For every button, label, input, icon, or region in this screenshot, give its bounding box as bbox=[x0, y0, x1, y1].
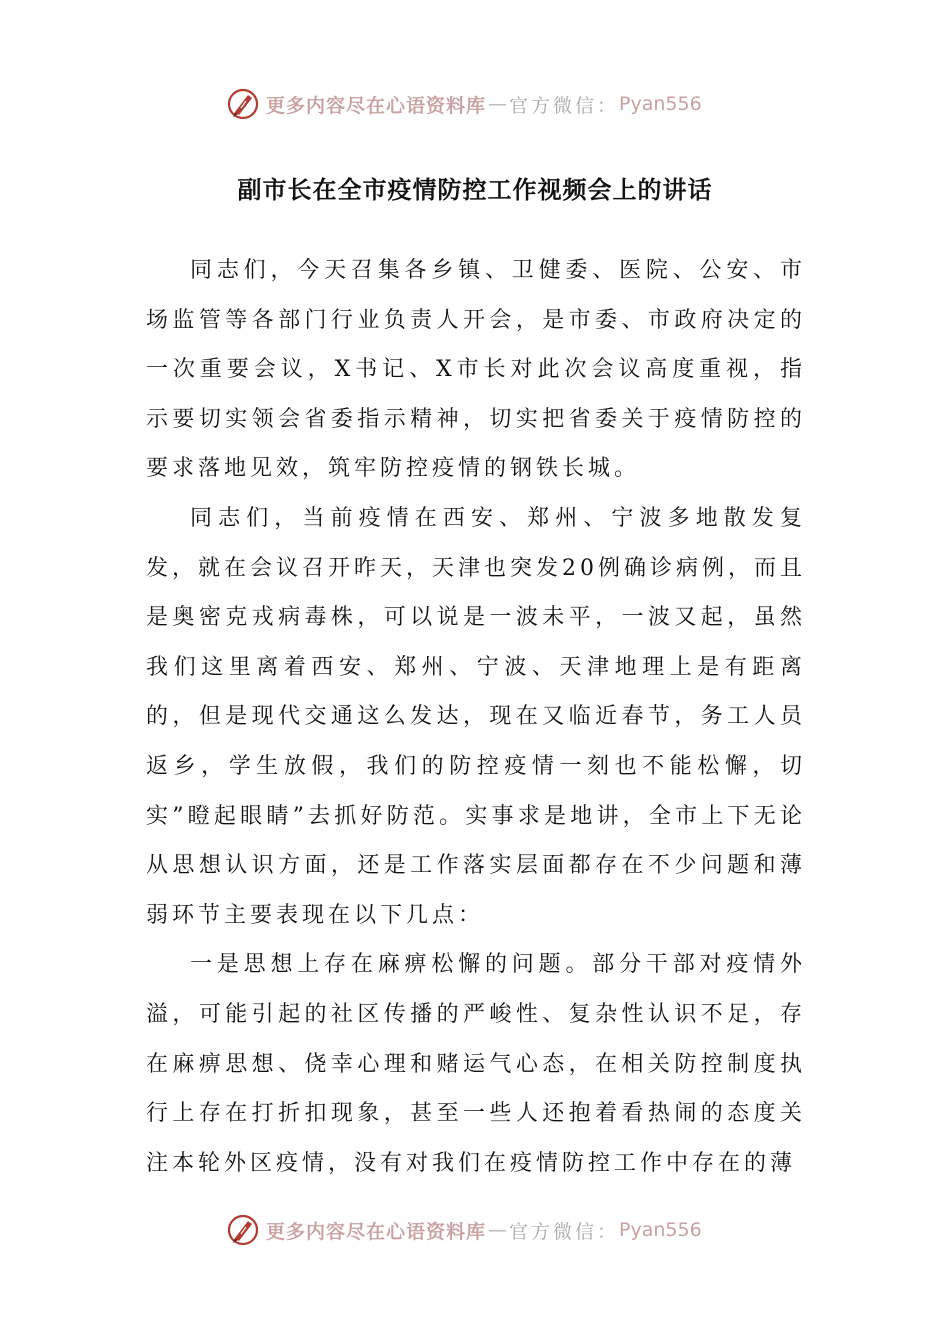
paragraph-2: 同志们，当前疫情在西安、郑州、宁波多地散发复发，就在会议召开昨天，天津也突发20例确诊病例，而且是奥密克戎病毒株，可以说是一波未平，一波又起，虽然我们这里离着西安、郑州、宁波、天津地理上是有距离的，但是现代交通这么发达，现在又临近春节，务工人员返乡，学生放假，我们的防控疫情一刻也不能松懈，切实”瞪起眼睛”去抓好防范。实事求是地讲，全市上下无论从思想认识方面，还是工作落实层面都存在不少问题和薄弱环节主要表现在以下几点： bbox=[146, 505, 806, 928]
banner-wechat-label: 官方微信： bbox=[509, 1220, 620, 1243]
banner-brand-text: 更多内容尽在心语资料库 bbox=[266, 1220, 487, 1243]
pen-nib-logo-icon bbox=[226, 87, 260, 121]
banner-wechat-label: 官方微信： bbox=[509, 94, 620, 117]
header-banner bbox=[226, 84, 786, 124]
banner-brand-text: 更多内容尽在心语资料库 bbox=[266, 94, 487, 117]
banner-separator: — bbox=[488, 1219, 508, 1241]
banner-separator: — bbox=[488, 93, 508, 115]
footer-banner bbox=[226, 1210, 786, 1250]
banner-wechat-id: Pyan556 bbox=[619, 1219, 702, 1241]
paragraph-1: 同志们，今天召集各乡镇、卫健委、医院、公安、市场监管等各部门行业负责人开会，是市委、市政府决定的一次重要会议，X书记、X市长对此次会议高度重视，指示要切实领会省委指示精神，切实把省委关于疫情防控的要求落地见效，筑牢防控疫情的钢铁长城。 bbox=[146, 258, 806, 482]
document-body bbox=[146, 246, 806, 1188]
pen-nib-logo-icon bbox=[226, 1213, 260, 1247]
document-title: 副市长在全市疫情防控工作视频会上的讲话 bbox=[237, 175, 713, 204]
banner-wechat-id: Pyan556 bbox=[619, 93, 702, 115]
paragraph-3: 一是思想上存在麻痹松懈的问题。部分干部对疫情外溢，可能引起的社区传播的严峻性、复杂性认识不足，存在麻痹思想、侥幸心理和赌运气心态，在相关防控制度执行上存在打折扣现象，甚至一些人还抱着看热闹的态度关注本轮外区疫情，没有对我们在疫情防控工作中存在的薄 bbox=[146, 952, 806, 1176]
